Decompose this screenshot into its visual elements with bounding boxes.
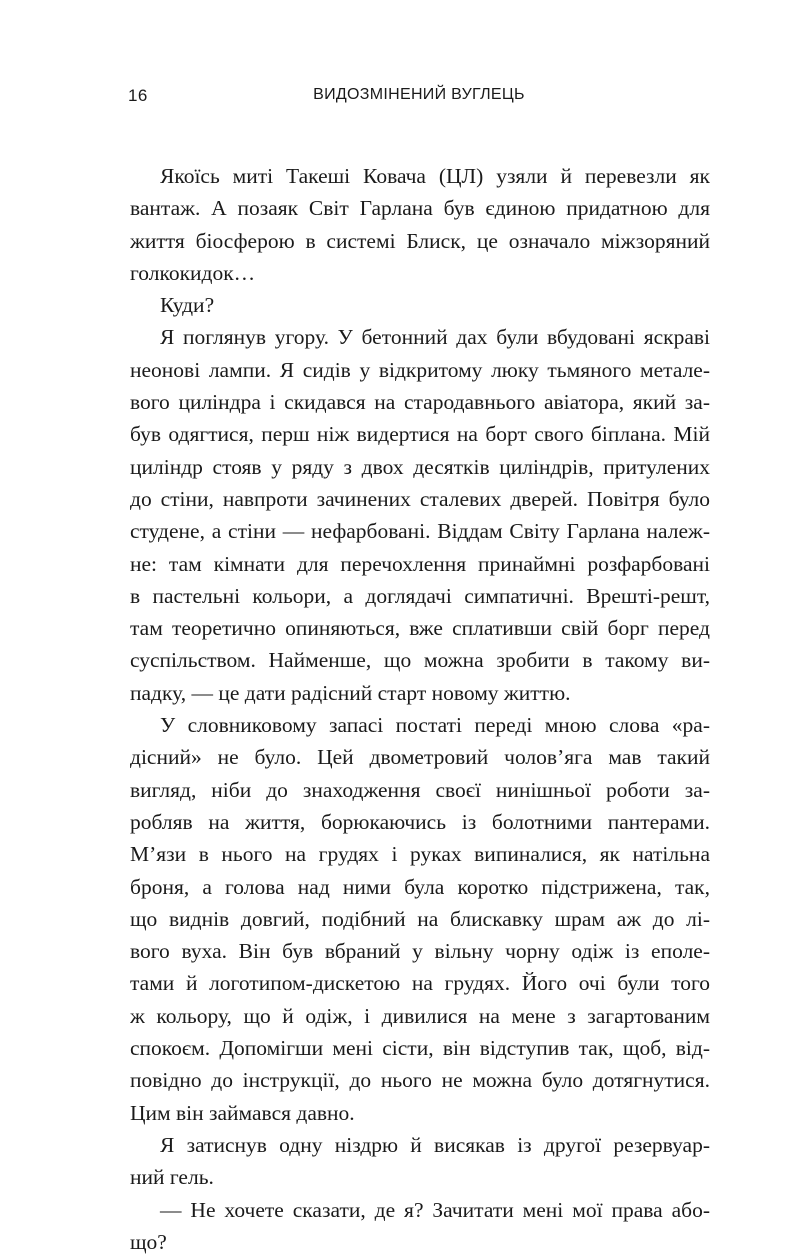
text-line: повідно до інструкції, до нього не можна було дотягнутися. <box>130 1068 710 1093</box>
text-line: спокоєм. Допомігши мені сісти, він відступив так, щоб, від- <box>130 1036 710 1061</box>
running-title: ВИДОЗМІНЕНИЙ ВУГЛЕЦЬ <box>313 86 525 103</box>
body-text <box>130 160 710 1258</box>
text-line: вого вуха. Він був вбраний у вільну чорну одіж із еполе- <box>130 939 710 964</box>
text-line: Цим він займався давно. <box>130 1100 355 1125</box>
text-line: життя біосферою в системі Блиск, це означало міжзоряний <box>130 228 710 253</box>
text-line: там теоретично опиняються, вже сплативши свій борг перед <box>130 616 710 641</box>
text-line: робляв на життя, борюкаючись із болотними пантерами. <box>130 809 710 834</box>
text-line: падку, — це дати радісний старт новому життю. <box>130 680 571 705</box>
text-line: вигляд, ніби до знаходження своєї нинішньої роботи за- <box>130 777 710 802</box>
text-line: що виднів довгий, подібний на блискавку шрам аж до лі- <box>130 906 710 931</box>
text-line: до стіни, навпроти зачинених сталевих дверей. Повітря було <box>130 486 710 511</box>
text-line: не: там кімнати для перечохлення принаймні розфарбовані <box>130 551 710 576</box>
text-line: вантаж. А позаяк Світ Гарлана був єдиною придатною для <box>130 196 710 221</box>
text-line: що? <box>130 1229 167 1254</box>
text-line: в пастельні кольори, а доглядачі симпатичні. Врешті-решт, <box>130 583 710 608</box>
text-line: суспільством. Найменше, що можна зробити в такому ви- <box>130 648 710 673</box>
text-line: неонові лампи. Я сидів у відкритому люку тьмяного метале- <box>130 357 710 382</box>
text-line: Я поглянув угору. У бетонний дах були вбудовані яскраві <box>160 325 710 350</box>
text-line: Я затиснув одну ніздрю й висякав із другої резервуар- <box>160 1132 710 1157</box>
page-header <box>128 86 710 112</box>
text-line: циліндр стояв у ряду з двох десятків циліндрів, притулених <box>130 454 710 479</box>
text-line: тами й логотипом-дискетою на грудях. Його очі були того <box>130 971 710 996</box>
text-line: вого циліндра і скидався на стародавнього авіатора, який за- <box>130 390 710 415</box>
text-line: студене, а стіни — нефарбовані. Віддам Світу Гарлана належ- <box>130 519 710 544</box>
text-line: броня, а голова над ними була коротко підстрижена, так, <box>130 874 710 899</box>
text-line: ний гель. <box>130 1165 214 1190</box>
text-line: був одягтися, перш ніж видертися на борт свого біплана. Мій <box>130 422 710 447</box>
text-line: М’язи в нього на грудях і руках випиналися, як натільна <box>130 842 710 867</box>
text-line: голкокидок… <box>130 260 256 285</box>
text-line: Якоїсь миті Такеші Ковача (ЦЛ) узяли й перевезли як <box>160 164 710 188</box>
text-line: ж кольору, що й одіж, і дивилися на мене з загартованим <box>130 1003 710 1028</box>
text-line: У словниковому запасі постаті переді мною слова «ра- <box>160 713 710 738</box>
text-line: дісний» не було. Цей двометровий чолов’яга мав такий <box>130 745 710 770</box>
text-line: — Не хочете сказати, де я? Зачитати мені мої права або- <box>160 1197 710 1222</box>
page-number: 16 <box>128 86 148 105</box>
text-line: Куди? <box>160 293 215 318</box>
